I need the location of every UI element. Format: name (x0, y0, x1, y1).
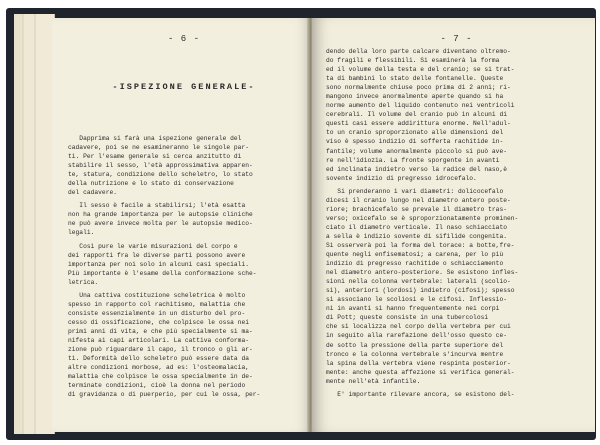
text-line: in seguito alla rarefazione dell'osso questo ce- (326, 332, 507, 340)
text-line: do fragili e flessibili. Si esaminerà la forma (326, 57, 500, 65)
right-page-body (326, 47, 587, 399)
text-line: te, statura, condizione dello scheletro, lo stato (68, 171, 253, 179)
text-line: norme aumento del liquido contenuto nei ventricoli (326, 102, 515, 110)
text-line: legali. (68, 229, 95, 237)
text-line: mente nell'età infantile. (326, 377, 421, 385)
text-line: Il sesso è facile a stabilirsi; l'età esatta (68, 202, 246, 210)
text-line: ti. Deformità dello scheletro può essere data da (68, 355, 249, 363)
section-heading: -ISPEZIONE GENERALE- (112, 82, 256, 92)
page-number-right: - 7 - (440, 34, 473, 44)
text-line: consiste essenzialmente in un disturbo del pro- (68, 309, 246, 317)
text-line: fantile; volume anormalmente piccolo si può ave- (326, 147, 507, 155)
text-line: nel diametro antero-posteriore. Se esistono infles- (326, 269, 519, 277)
text-line: verso; oxicefalo se è sproporzionatamente prominen- (326, 214, 519, 222)
text-line: tronco e la colonna vertebrale s'incurva mentre (326, 350, 504, 358)
page-number-left: - 6 - (167, 34, 200, 44)
text-line: malattia che colpisce le ossa specialmente in de- (68, 373, 253, 381)
text-line: nifesta ai capi articolari. La cattiva conforma- (68, 336, 249, 344)
text-line: altre condizioni morbose, ad es: l'osteomalacia, (68, 364, 249, 372)
text-line: Così pure le varie misurazioni del corpo e (68, 242, 238, 250)
text-line: stabilire il sesso, l'età approssimativa apparen- (68, 162, 253, 170)
text-line: ed inclinata indietro verso la radice del naso,è (326, 165, 507, 173)
text-line: sioni nella colonna vertebrale: laterali (scolio- (326, 278, 511, 286)
text-line: si), anteriori (lordosi) indietro (cifosi); spesso (326, 287, 515, 295)
text-line: Si prenderanno i vari diametri: dolicocefalo (326, 187, 504, 195)
text-line: questi casi essere addirittura enorme. Nell'adul- (326, 120, 511, 128)
text-line: dendo della loro parte calcare diventano oltremo- (326, 48, 511, 55)
text-line: della nutrizione e lo stato di conservazione (68, 180, 234, 188)
text-line: non ha grande importanza per le autopsie cliniche (68, 211, 253, 219)
text-line: mente: anche questa affezione si verifica general- (326, 368, 515, 376)
text-line: di Pott; queste consiste in una tubercolosi (326, 314, 489, 322)
text-line: dicesi il cranio lungo nel diametro antero poste- (326, 196, 511, 204)
text-line: che si localizza nel corpo della vertebra per cui (326, 323, 511, 331)
text-line: ne può avere invece molta per le autopsie medico- (68, 220, 253, 228)
text-line: del cadavere. (68, 189, 118, 197)
text-line: riore; brachicefalo se prevale il diametro tras- (326, 205, 507, 213)
text-line: re nell'idiozia. La fronte sporgente in avanti (326, 156, 500, 164)
text-line: ta di bambini lo stato delle fontanelle. Queste (326, 75, 504, 83)
text-line: ti. Per l'esame generale si cerca anzitutto di (68, 153, 242, 161)
text-line: sovente indizio di pregresso idrocefalo. (326, 174, 477, 182)
text-line: Più importante è l'esame della conformazione sche- (68, 269, 257, 277)
text-line: dei rapporti fra le diverse parti possono avere (68, 251, 246, 259)
text-line: cesso di ossificazione, che colpisce le ossa nei (68, 318, 249, 326)
left-page-body (68, 134, 300, 399)
text-line: E' importante rilevare ancora, se esistono del- (326, 390, 515, 398)
text-line: indizio di pregresso rachitide o schiacciamento (326, 260, 504, 268)
text-line: Dapprima si farà una ispezione generale del (68, 135, 242, 142)
text-line: ed il volume della testa e del cranio; se si trat- (326, 66, 515, 74)
right-page (312, 18, 595, 432)
text-line: a sella è indizio sovente di sifilide congenita. (326, 232, 507, 240)
text-line: terminate condizioni, cioè la donna nel periodo (68, 382, 246, 390)
text-line: viso è spesso indizio di sofferta rachitide in- (326, 138, 504, 146)
text-line: letrica. (68, 278, 99, 286)
text-line: ni in avanti si hanno frequentemente nei corpi (326, 305, 500, 313)
text-line: ciato il diametro verticale. Il naso schiacciato (326, 223, 507, 231)
text-line: importanza per noi solo in alcuni casi speciali. (68, 260, 249, 268)
text-line: quente negli enfisematosi; a carena, per lo più (326, 251, 504, 259)
text-line: cadavere, poi se ne esamineranno le singole par- (68, 144, 249, 152)
left-page (52, 18, 310, 432)
text-line: zione può riguardare il capo, il tronco o gli ar- (68, 346, 253, 354)
text-line: primi anni di vita, e che più specialmente si ma- (68, 327, 253, 335)
text-line: de sotto la pressione della parte superiore del (326, 341, 504, 349)
text-line: di gravidanza o di puerperio, per cui le ossa, per- (68, 391, 261, 399)
text-line: si associano le scoliosi e le cifosi. Inflessio- (326, 296, 507, 304)
text-line: Si osserverà poi la forma del torace: a botte,fre- (326, 241, 515, 249)
text-line: sono normalmente chiuse poco prima di 2 anni; ri- (326, 84, 511, 92)
text-line: Una cattiva costituzione scheletrica è molto (68, 291, 246, 299)
text-line: la spina della vertebra viene respinta posterior- (326, 359, 511, 367)
page-edges (14, 14, 55, 434)
text-line: spesso in rapporto col rachitismo, malattia che (68, 300, 246, 308)
text-line: cerebrali. Il volume del cranio può in alcuni di (326, 111, 507, 119)
text-line: to un cranio sproporzionato alle dimensioni del (326, 129, 504, 137)
text-line: mangono invece anormalmente aperte quando si ha (326, 93, 504, 101)
